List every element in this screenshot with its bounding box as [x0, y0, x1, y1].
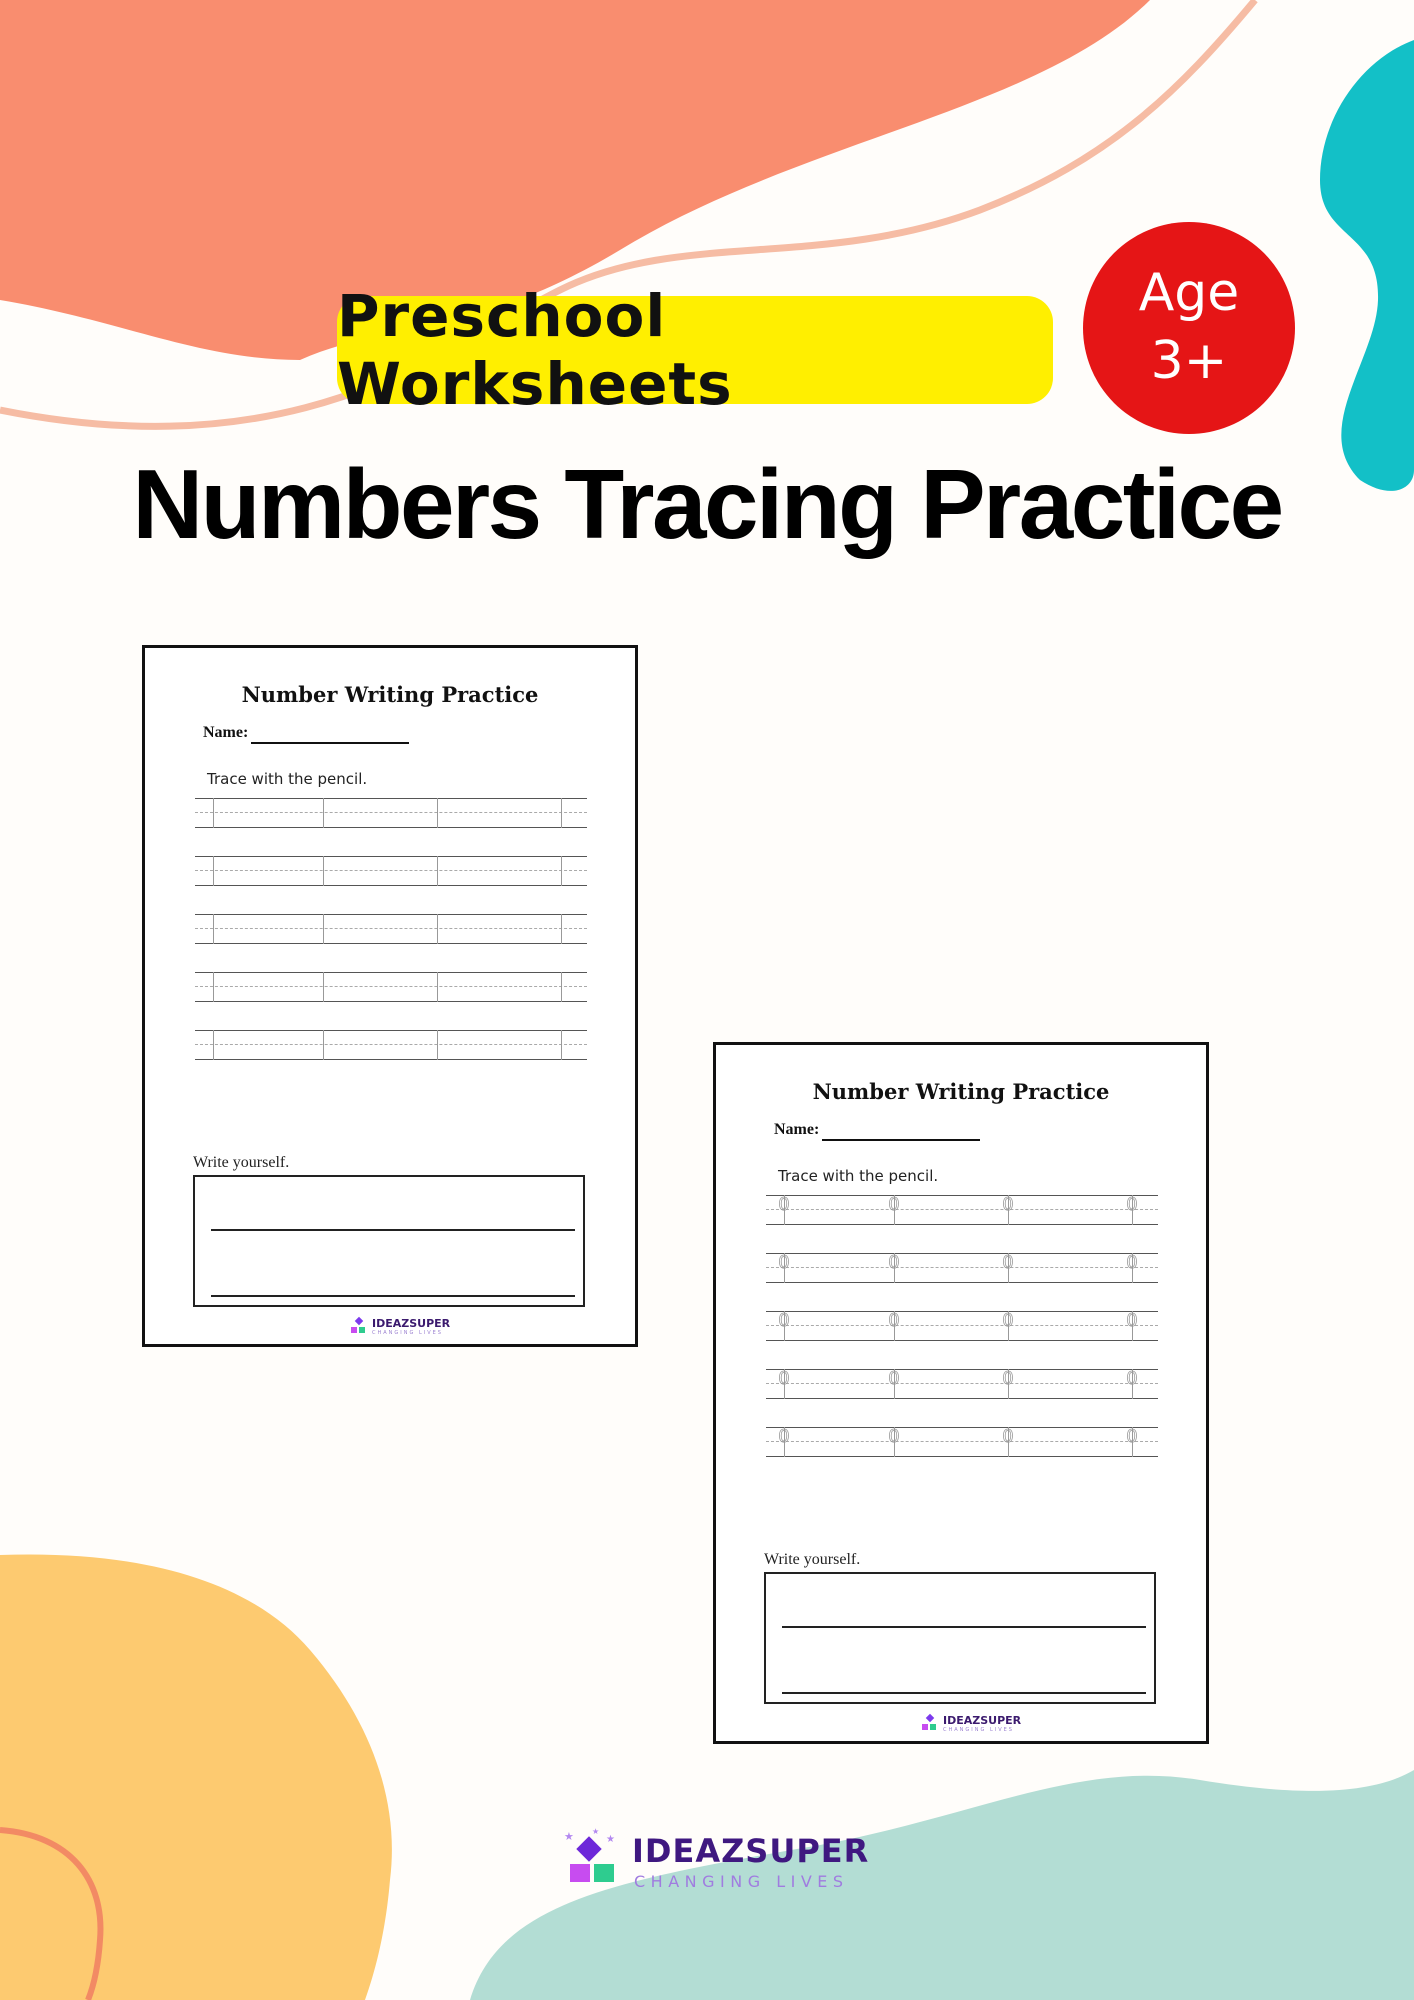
orange-blob [0, 1554, 392, 2000]
logo-square-icon [359, 1327, 365, 1333]
tracing-guide-tick [323, 972, 324, 1002]
tracing-guide-tick [561, 972, 562, 1002]
trace-digit: 0 [888, 1194, 900, 1215]
guide-line [766, 1340, 1158, 1341]
worksheet-brand-name: IDEAZSUPER [372, 1317, 451, 1330]
age-value: 3+ [1150, 331, 1228, 391]
worksheet-title: Number Writing Practice [241, 682, 539, 707]
tracing-guide-tick [437, 798, 438, 828]
trace-digit: 0 [1126, 1426, 1138, 1447]
worksheet-brand-logo [350, 1316, 460, 1338]
tracing-row [766, 1369, 1158, 1399]
trace-digit: 0 [778, 1426, 790, 1447]
trace-instruction: Trace with the pencil. [778, 1167, 939, 1185]
dashed-guide-line [766, 1209, 1158, 1210]
tracing-row [766, 1253, 1158, 1283]
tracing-row [195, 914, 587, 944]
worksheet-brand-tagline: CHANGING LIVES [372, 1330, 443, 1336]
tracing-rows [195, 798, 587, 1088]
writing-line [782, 1626, 1146, 1628]
tracing-guide-tick [437, 1030, 438, 1060]
write-yourself-box [764, 1572, 1156, 1704]
trace-digit: 0 [888, 1252, 900, 1273]
tracing-rows [766, 1195, 1158, 1485]
trace-digit: 0 [778, 1310, 790, 1331]
tracing-guide-tick [213, 972, 214, 1002]
guide-line [195, 885, 587, 886]
trace-digit: 0 [1002, 1368, 1014, 1389]
name-line [822, 1139, 980, 1141]
tracing-guide-tick [213, 1030, 214, 1060]
write-yourself-box [193, 1175, 585, 1307]
worksheet-brand-tagline: CHANGING LIVES [943, 1727, 1014, 1733]
tracing-row [766, 1427, 1158, 1457]
tracing-guide-tick [561, 914, 562, 944]
name-line [251, 742, 409, 744]
guide-line [195, 943, 587, 944]
brand-tagline: CHANGING LIVES [634, 1872, 849, 1891]
guide-line [195, 972, 587, 973]
tracing-row [195, 972, 587, 1002]
guide-line [766, 1427, 1158, 1428]
name-label: Name: [774, 1121, 820, 1138]
guide-line [195, 798, 587, 799]
trace-digit: 0 [1126, 1252, 1138, 1273]
trace-instruction: Trace with the pencil. [207, 770, 368, 788]
age-label: Age [1138, 263, 1240, 324]
trace-digit: 0 [888, 1426, 900, 1447]
svg-text:★: ★ [564, 1830, 574, 1843]
brand-logo-icon [562, 1828, 626, 1892]
tracing-guide-tick [213, 856, 214, 886]
dashed-guide-line [766, 1441, 1158, 1442]
tracing-guide-tick [561, 856, 562, 886]
tracing-guide-tick [561, 798, 562, 828]
tracing-row [766, 1195, 1158, 1225]
name-label: Name: [203, 724, 249, 741]
preschool-worksheets-badge: Preschool Worksheets [337, 296, 1053, 404]
tracing-guide-tick [437, 856, 438, 886]
guide-line [766, 1369, 1158, 1370]
trace-digit: 0 [1002, 1194, 1014, 1215]
tracing-guide-tick [323, 798, 324, 828]
guide-line [766, 1456, 1158, 1457]
logo-diamond-icon [355, 1317, 363, 1325]
guide-line [195, 827, 587, 828]
trace-digit: 0 [888, 1368, 900, 1389]
svg-text:★: ★ [592, 1828, 600, 1836]
write-yourself-label: Write yourself. [193, 1154, 290, 1171]
guide-line [766, 1282, 1158, 1283]
dashed-guide-line [766, 1383, 1158, 1384]
svg-text:★: ★ [606, 1834, 615, 1845]
logo-square-icon [930, 1724, 936, 1730]
writing-line [782, 1692, 1146, 1694]
tracing-guide-tick [561, 1030, 562, 1060]
trace-digit: 0 [1126, 1194, 1138, 1215]
trace-digit: 0 [1002, 1252, 1014, 1273]
guide-line [766, 1224, 1158, 1225]
tracing-guide-tick [213, 798, 214, 828]
main-title: Numbers Tracing Practice [132, 449, 1282, 559]
write-yourself-label: Write yourself. [764, 1551, 861, 1568]
worksheet-preview-1 [142, 645, 638, 1347]
dashed-guide-line [195, 812, 587, 813]
tracing-row [766, 1311, 1158, 1341]
guide-line [195, 1001, 587, 1002]
brand-name: IDEAZSUPER [632, 1832, 870, 1870]
guide-line [195, 1059, 587, 1060]
tracing-row [195, 1030, 587, 1060]
worksheet-title: Number Writing Practice [812, 1079, 1110, 1104]
tracing-row [195, 798, 587, 828]
tracing-guide-tick [437, 914, 438, 944]
trace-digit: 0 [1002, 1426, 1014, 1447]
tracing-guide-tick [323, 914, 324, 944]
trace-digit: 0 [1002, 1310, 1014, 1331]
age-circle [1083, 222, 1295, 434]
trace-digit: 0 [778, 1194, 790, 1215]
dashed-guide-line [195, 986, 587, 987]
tracing-row [195, 856, 587, 886]
tracing-guide-tick [323, 1030, 324, 1060]
tracing-guide-tick [213, 914, 214, 944]
worksheet-preview-2 [713, 1042, 1209, 1744]
worksheet-brand-name: IDEAZSUPER [943, 1714, 1022, 1727]
trace-digit: 0 [1126, 1310, 1138, 1331]
dashed-guide-line [195, 870, 587, 871]
trace-digit: 0 [778, 1252, 790, 1273]
guide-line [195, 856, 587, 857]
trace-digit: 0 [888, 1310, 900, 1331]
guide-line [766, 1253, 1158, 1254]
guide-line [195, 914, 587, 915]
guide-line [766, 1311, 1158, 1312]
logo-square-icon [922, 1724, 928, 1730]
logo-diamond-icon [926, 1714, 934, 1722]
guide-line [195, 1030, 587, 1031]
tracing-guide-tick [323, 856, 324, 886]
dashed-guide-line [195, 1044, 587, 1045]
guide-line [766, 1195, 1158, 1196]
trace-digit: 0 [1126, 1368, 1138, 1389]
dashed-guide-line [766, 1267, 1158, 1268]
brand-logo [562, 1824, 870, 1896]
trace-digit: 0 [778, 1368, 790, 1389]
teal-blob [1320, 40, 1414, 491]
tracing-guide-tick [437, 972, 438, 1002]
writing-line [211, 1295, 575, 1297]
writing-line [211, 1229, 575, 1231]
guide-line [766, 1398, 1158, 1399]
dashed-guide-line [195, 928, 587, 929]
dashed-guide-line [766, 1325, 1158, 1326]
worksheet-brand-logo [921, 1713, 1031, 1735]
logo-square-icon [351, 1327, 357, 1333]
